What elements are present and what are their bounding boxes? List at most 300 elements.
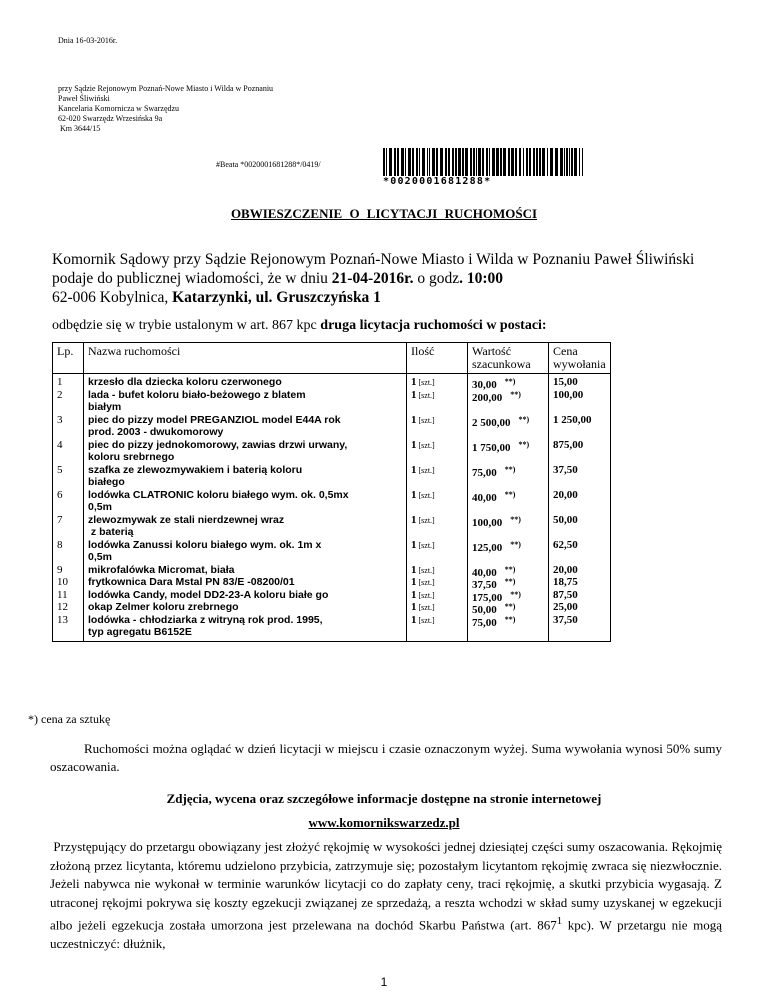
item-value-amount: 30,00: [472, 379, 497, 391]
item-row-price: [553, 489, 606, 514]
header-value-line: Wartość: [472, 344, 512, 358]
item-lp: 2: [57, 388, 63, 401]
office-name: Kancelaria Komornicza w Swarzędzu: [58, 104, 180, 113]
item-name: frytkownica Dara Mstal PN 83/E -08200/01: [88, 576, 295, 588]
item-name: białym: [88, 401, 122, 413]
barcode-bar: [526, 148, 528, 176]
barcode-bars: [383, 148, 585, 176]
item-name: 0,5m: [88, 551, 112, 563]
barcode-bar: [440, 148, 443, 176]
barcode-bar: [412, 148, 414, 176]
auction-date: 21-04-2016r.: [331, 270, 414, 287]
item-name: lodówka Candy, model DD2-23-A koloru białe go: [88, 588, 329, 601]
bailiff-name: Paweł Śliwiński: [58, 94, 110, 103]
item-value: [472, 614, 544, 630]
table-header-row: [53, 343, 611, 374]
item-name: lodówka - chłodziarka z witryną rok prod. 1995,: [88, 613, 323, 626]
document-date: Dnia 16-03-2016r.: [58, 36, 118, 45]
item-qty-unit: [szt.]: [416, 565, 435, 575]
court-line: przy Sądzie Rejonowym Poznań-Nowe Miasto i Wilda w Poznaniu: [58, 84, 274, 93]
barcode-bar: [519, 148, 521, 176]
item-value: [472, 464, 544, 480]
item-qty: [411, 376, 463, 390]
item-row-price: [553, 439, 606, 464]
page-number: 1: [380, 975, 388, 989]
item-qty-count: 1: [411, 376, 417, 388]
auction-type: druga licytacja ruchomości w postaci:: [320, 318, 547, 333]
item-row-name: [88, 589, 402, 602]
item-lp: 9: [57, 563, 63, 576]
item-value: [472, 514, 544, 530]
barcode-bar: [539, 148, 541, 176]
item-price: 62,50: [553, 538, 578, 551]
reference-code: #Beata *0020001681288*/0419/: [216, 160, 321, 169]
barcode-bar: [397, 148, 399, 176]
barcode-bar: [569, 148, 570, 176]
item-qty-unit: [szt.]: [416, 603, 435, 612]
item-row-name: [88, 601, 402, 614]
item-lp: 4: [57, 438, 63, 451]
header-name-label: Nazwa ruchomości: [88, 344, 181, 358]
item-row-lp: [57, 514, 79, 539]
barcode-bar: [542, 148, 545, 176]
item-lp: 1: [57, 376, 63, 388]
item-value: [472, 389, 544, 405]
item-price: 37,50: [553, 463, 578, 476]
barcode-bar: [529, 148, 531, 176]
item-value-amount: 75,00: [472, 616, 497, 629]
item-price: 20,00: [553, 563, 578, 576]
price-column: [549, 374, 611, 642]
item-value-marker: **): [510, 539, 521, 549]
item-price: 25,00: [553, 601, 578, 613]
item-qty: [411, 389, 463, 403]
page-title: OBWIESZCZENIE O LICYTACJI RUCHOMOŚCI: [230, 206, 538, 221]
item-row-price: [553, 601, 606, 614]
barcode-text: *0020001681288*: [383, 176, 492, 187]
item-lp: 6: [57, 488, 63, 501]
item-row-name: [88, 439, 402, 464]
item-qty: [411, 576, 463, 590]
item-qty: [411, 464, 463, 478]
item-row-qty: [411, 514, 463, 539]
item-qty: [411, 589, 463, 603]
barcode-bar: [416, 148, 418, 176]
item-name: koloru srebrnego: [88, 451, 175, 463]
item-qty-unit: [szt.]: [416, 540, 435, 550]
barcode-bar: [536, 148, 538, 176]
header-price-line: Cena: [553, 344, 578, 358]
barcode: [383, 148, 585, 188]
item-value-amount: 100,00: [472, 516, 503, 529]
item-row-val: [472, 439, 544, 464]
item-lp: 3: [57, 413, 63, 426]
item-qty-unit: [szt.]: [416, 378, 435, 387]
item-lp: 8: [57, 538, 63, 551]
item-row-qty: [411, 564, 463, 577]
item-row-qty: [411, 489, 463, 514]
barcode-bar: [489, 148, 490, 176]
photos-note: Zdjęcia, wycena oraz szczegółowe informacje dostępne na stronie internetowej: [166, 791, 602, 806]
item-value-marker: **): [504, 464, 516, 474]
item-qty-unit: [szt.]: [416, 615, 435, 625]
item-row-lp: [57, 439, 79, 464]
item-price: 50,00: [553, 513, 578, 526]
item-name: piec do pizzy model PREGANZIOL model E44A rok: [88, 413, 341, 426]
barcode-bar: [476, 148, 477, 176]
qty-column: [407, 374, 468, 642]
item-value: [472, 439, 544, 455]
item-price: 87,50: [553, 588, 578, 601]
item-name: białego: [88, 476, 125, 488]
barcode-bar: [547, 148, 548, 176]
barcode-bar: [432, 148, 435, 176]
intro-time-label: o godz: [413, 270, 460, 287]
item-row-qty: [411, 576, 463, 589]
item-value-amount: 125,00: [472, 541, 503, 554]
item-row-lp: [57, 389, 79, 414]
barcode-bar: [473, 148, 475, 176]
barcode-bar: [405, 148, 406, 176]
item-qty: [411, 614, 463, 628]
barcode-bar: [394, 148, 396, 176]
header-name: [84, 343, 407, 374]
item-row-qty: [411, 439, 463, 464]
item-lp: 13: [57, 613, 68, 626]
item-value-amount: 50,00: [472, 604, 497, 616]
item-row-price: [553, 389, 606, 414]
item-row-val: [472, 376, 544, 389]
item-row-lp: [57, 589, 79, 602]
table-body-row: [53, 374, 611, 642]
item-row-price: [553, 376, 606, 389]
item-row-lp: [57, 464, 79, 489]
barcode-bar: [436, 148, 438, 176]
item-qty: [411, 539, 463, 553]
value-column: [468, 374, 549, 642]
item-value-marker: **): [504, 577, 516, 586]
barcode-bar: [503, 148, 506, 176]
barcode-bar: [422, 148, 425, 176]
intro-line-3: [52, 288, 694, 307]
item-value-marker: **): [504, 564, 516, 574]
barcode-bar: [564, 148, 565, 176]
item-name: szafka ze zlewozmywakiem i baterią koloru: [88, 463, 303, 476]
item-row-val: [472, 464, 544, 489]
item-row-val: [472, 601, 544, 614]
item-lp: 5: [57, 463, 63, 476]
barcode-bar: [482, 148, 484, 176]
item-name: okap Zelmer koloru zrebrnego: [88, 601, 239, 613]
item-lp: 10: [57, 576, 68, 588]
item-row-price: [553, 414, 606, 439]
item-value-marker: **): [510, 589, 521, 599]
item-name: lodówka Zanussi koloru białego wym. ok. 1m x: [88, 538, 322, 551]
barcode-bar: [508, 148, 510, 176]
barcode-bar: [571, 148, 573, 176]
item-qty: [411, 489, 463, 503]
item-price: 875,00: [553, 438, 584, 451]
item-row-val: [472, 576, 544, 589]
item-value-amount: 40,00: [472, 566, 497, 579]
item-name: typ agregatu B6152E: [88, 626, 192, 638]
item-lp: 12: [57, 601, 68, 613]
item-qty: [411, 564, 463, 578]
deposit-paragraph: [50, 838, 726, 953]
item-name: z baterią: [88, 526, 134, 538]
barcode-bar: [386, 148, 387, 176]
header-price-label: [549, 343, 610, 373]
item-value: [472, 414, 544, 430]
item-row-val: [472, 614, 544, 639]
item-price: 1 250,00: [553, 413, 592, 426]
item-row-price: [553, 539, 606, 564]
barcode-bar: [445, 148, 447, 176]
intro-paragraph: [52, 250, 694, 307]
barcode-bar: [550, 148, 553, 176]
barcode-bar: [515, 148, 517, 176]
item-row-name: [88, 489, 402, 514]
item-row-qty: [411, 614, 463, 639]
deposit-text-end: kpc). W przetargu nie mogą uczestniczyć: dłużnik,: [50, 917, 722, 951]
barcode-bar: [408, 148, 411, 176]
item-name: 0,5m: [88, 501, 112, 513]
item-row-lp: [57, 576, 79, 589]
barcode-bar: [419, 148, 420, 176]
header-lp: [53, 343, 84, 374]
item-row-price: [553, 614, 606, 639]
item-row-price: [553, 564, 606, 577]
barcode-bar: [427, 148, 428, 176]
item-lp: 7: [57, 513, 63, 526]
item-qty: [411, 514, 463, 528]
item-row-name: [88, 576, 402, 589]
auction-mode: [52, 318, 547, 334]
qty-list: [407, 374, 467, 641]
item-row-qty: [411, 376, 463, 389]
intro-line-2: [52, 269, 694, 288]
bailiff-address: [58, 84, 273, 134]
item-qty-count: 1: [411, 563, 417, 576]
item-name: prod. 2003 - dwukomorowy: [88, 426, 224, 438]
header-qty: [407, 343, 468, 374]
item-value-marker: **): [504, 377, 516, 386]
barcode-bar: [448, 148, 450, 176]
items-table: [52, 342, 611, 642]
barcode-bar: [511, 148, 514, 176]
item-row-price: [553, 514, 606, 539]
item-qty: [411, 414, 463, 428]
barcode-bar: [566, 148, 568, 176]
item-row-qty: [411, 539, 463, 564]
header-price-line: wywołania: [553, 357, 606, 371]
item-qty-count: 1: [411, 438, 417, 451]
item-qty-count: 1: [411, 413, 417, 426]
item-name: lada - bufet koloru biało-beżowego z blatem: [88, 388, 306, 401]
item-name: zlewozmywak ze stali nierdzewnej wraz: [88, 513, 285, 526]
item-row-qty: [411, 464, 463, 489]
header-value: [468, 343, 549, 374]
item-row-lp: [57, 601, 79, 614]
item-row-lp: [57, 376, 79, 389]
article-superscript: 1: [556, 915, 563, 927]
name-list: [84, 374, 406, 641]
barcode-bar: [492, 148, 495, 176]
item-qty-count: 1: [411, 613, 417, 626]
header-lp-label: Lp.: [57, 344, 74, 358]
item-qty-unit: [szt.]: [416, 440, 435, 450]
header-qty-label: Ilość: [411, 344, 435, 358]
barcode-bar: [389, 148, 392, 176]
barcode-bar: [533, 148, 535, 176]
item-row-lp: [57, 614, 79, 639]
item-value-amount: 200,00: [472, 391, 503, 404]
item-row-val: [472, 389, 544, 414]
header-value-line: szacunkowa: [472, 357, 531, 371]
barcode-bar: [500, 148, 502, 176]
item-value-marker: **): [510, 514, 521, 524]
item-row-name: [88, 414, 402, 439]
item-row-qty: [411, 389, 463, 414]
item-value: [472, 539, 544, 555]
item-value: [472, 489, 544, 505]
item-row-name: [88, 564, 402, 577]
item-qty-unit: [szt.]: [416, 415, 435, 425]
item-row-val: [472, 539, 544, 564]
item-row-name: [88, 376, 402, 389]
item-row-qty: [411, 589, 463, 602]
barcode-bar: [478, 148, 481, 176]
item-row-lp: [57, 414, 79, 439]
header-value-label: [468, 343, 548, 373]
item-row-name: [88, 614, 402, 639]
price-list: [549, 374, 610, 641]
item-price: 18,75: [553, 576, 578, 588]
item-qty-count: 1: [411, 601, 417, 613]
item-name: mikrofalówka Micromat, biała: [88, 563, 235, 576]
item-qty-count: 1: [411, 388, 417, 401]
item-row-name: [88, 539, 402, 564]
item-qty-count: 1: [411, 588, 417, 601]
barcode-bar: [452, 148, 454, 176]
item-qty-count: 1: [411, 538, 417, 551]
item-qty-unit: [szt.]: [416, 490, 435, 500]
value-list: [468, 374, 548, 641]
item-qty-count: 1: [411, 488, 417, 501]
intro-line-1: Komornik Sądowy przy Sądzie Rejonowym Poznań-Nowe Miasto i Wilda w Poznaniu Paweł Śliwiński: [52, 251, 695, 268]
item-row-val: [472, 564, 544, 577]
item-price: 37,50: [553, 613, 578, 626]
item-row-qty: [411, 601, 463, 614]
item-lp: 11: [57, 588, 68, 601]
item-qty: [411, 601, 463, 615]
barcode-bar: [555, 148, 558, 176]
barcode-bar: [496, 148, 499, 176]
item-value-amount: 2 500,00: [472, 416, 511, 429]
barcode-bar: [574, 148, 577, 176]
item-row-name: [88, 464, 402, 489]
item-row-price: [553, 589, 606, 602]
item-value-marker: **): [518, 439, 530, 449]
barcode-bar: [401, 148, 404, 176]
item-qty: [411, 439, 463, 453]
item-qty-count: 1: [411, 576, 417, 588]
auction-mode-text: odbędzie się w trybie ustalonym w art. 867 kpc: [52, 318, 321, 333]
item-price: 15,00: [553, 376, 578, 388]
case-number: Km 3644/15: [58, 124, 101, 133]
item-qty-unit: [szt.]: [416, 390, 435, 400]
viewing-paragraph: Ruchomości można oglądać w dzień licytacji w miejscu i czasie oznaczonym wyżej. Suma wywołania wynosi 50% sumy oszacowania.: [50, 741, 722, 774]
item-price: 20,00: [553, 488, 578, 501]
lp-list: [53, 374, 83, 641]
item-row-lp: [57, 489, 79, 514]
item-row-val: [472, 489, 544, 514]
item-value-amount: 175,00: [472, 591, 503, 604]
barcode-bar: [465, 148, 468, 176]
item-value-marker: **): [504, 489, 516, 499]
item-row-val: [472, 514, 544, 539]
barcode-bar: [560, 148, 563, 176]
item-name: piec do pizzy jednokomorowy, zawias drzwi urwany,: [88, 438, 348, 451]
auction-address: Katarzynki, ul. Gruszczyńska 1: [172, 289, 381, 306]
item-row-name: [88, 514, 402, 539]
item-value-amount: 37,50: [472, 579, 497, 591]
auction-postcode: 62-006 Kobylnica,: [52, 289, 173, 306]
item-price: 100,00: [553, 388, 584, 401]
item-name: krzesło dla dziecka koloru czerwonego: [88, 376, 282, 388]
barcode-bar: [486, 148, 488, 176]
barcode-bar: [582, 148, 583, 176]
item-qty-unit: [szt.]: [416, 578, 435, 587]
item-value-marker: **): [504, 602, 516, 611]
barcode-bar: [429, 148, 430, 176]
barcode-bar: [470, 148, 472, 176]
item-row-price: [553, 464, 606, 489]
website-link[interactable]: www.komornikswarzedz.pl: [308, 815, 460, 830]
lp-column: [53, 374, 84, 642]
item-row-val: [472, 589, 544, 602]
item-value-marker: **): [504, 614, 516, 624]
item-row-lp: [57, 539, 79, 564]
item-qty-unit: [szt.]: [416, 515, 435, 525]
barcode-bar: [383, 148, 385, 176]
barcode-bar: [462, 148, 464, 176]
item-row-price: [553, 576, 606, 589]
barcode-bar: [579, 148, 580, 176]
intro-text: podaje do publicznej wiadomości, że w dniu: [52, 270, 332, 287]
footnote: *) cena za sztukę: [28, 712, 111, 726]
item-row-lp: [57, 564, 79, 577]
item-row-name: [88, 389, 402, 414]
item-value-amount: 75,00: [472, 466, 497, 479]
item-row-qty: [411, 414, 463, 439]
header-price: [549, 343, 611, 374]
item-value-marker: **): [510, 389, 521, 399]
barcode-bar: [455, 148, 457, 176]
item-qty-count: 1: [411, 513, 417, 526]
deposit-text: Przystępujący do przetargu obowiązany jest złożyć rękojmię w wysokości jednej dziesiątej części sumy oszacowania. Rękojmię złożoną przez licytanta, któremu udzielono przybicia, zatrzymuje się; pozostałym licytantom rękojmię zwraca się niezwłocznie. Jeżeli nabywca nie wykonał w terminie warunków licytacji co do zapłaty ceny, traci rękojmię, a skutki przybicia wygasają. Z utraconej rękojmi pokrywa się koszty egzekucji związanej ze sprzedażą, a reszta wchodzi w skład sumy uzyskanej w egzekucji albo jeżeli egzekucja została umorzona jest przelewana na dochód Skarbu Państwa (art. 867: [50, 839, 726, 933]
auction-time: . 10:00: [459, 270, 504, 287]
name-column: [84, 374, 407, 642]
barcode-bar: [523, 148, 524, 176]
office-address: 62-020 Swarzędz Wrzesińska 9a: [58, 114, 163, 123]
item-value-amount: 1 750,00: [472, 441, 511, 454]
item-qty-unit: [szt.]: [416, 465, 435, 475]
item-value-marker: **): [518, 414, 530, 424]
item-qty-unit: [szt.]: [416, 590, 435, 600]
item-qty-count: 1: [411, 463, 417, 476]
item-name: lodówka CLATRONIC koloru białego wym. ok. 0,5mx: [88, 488, 349, 501]
